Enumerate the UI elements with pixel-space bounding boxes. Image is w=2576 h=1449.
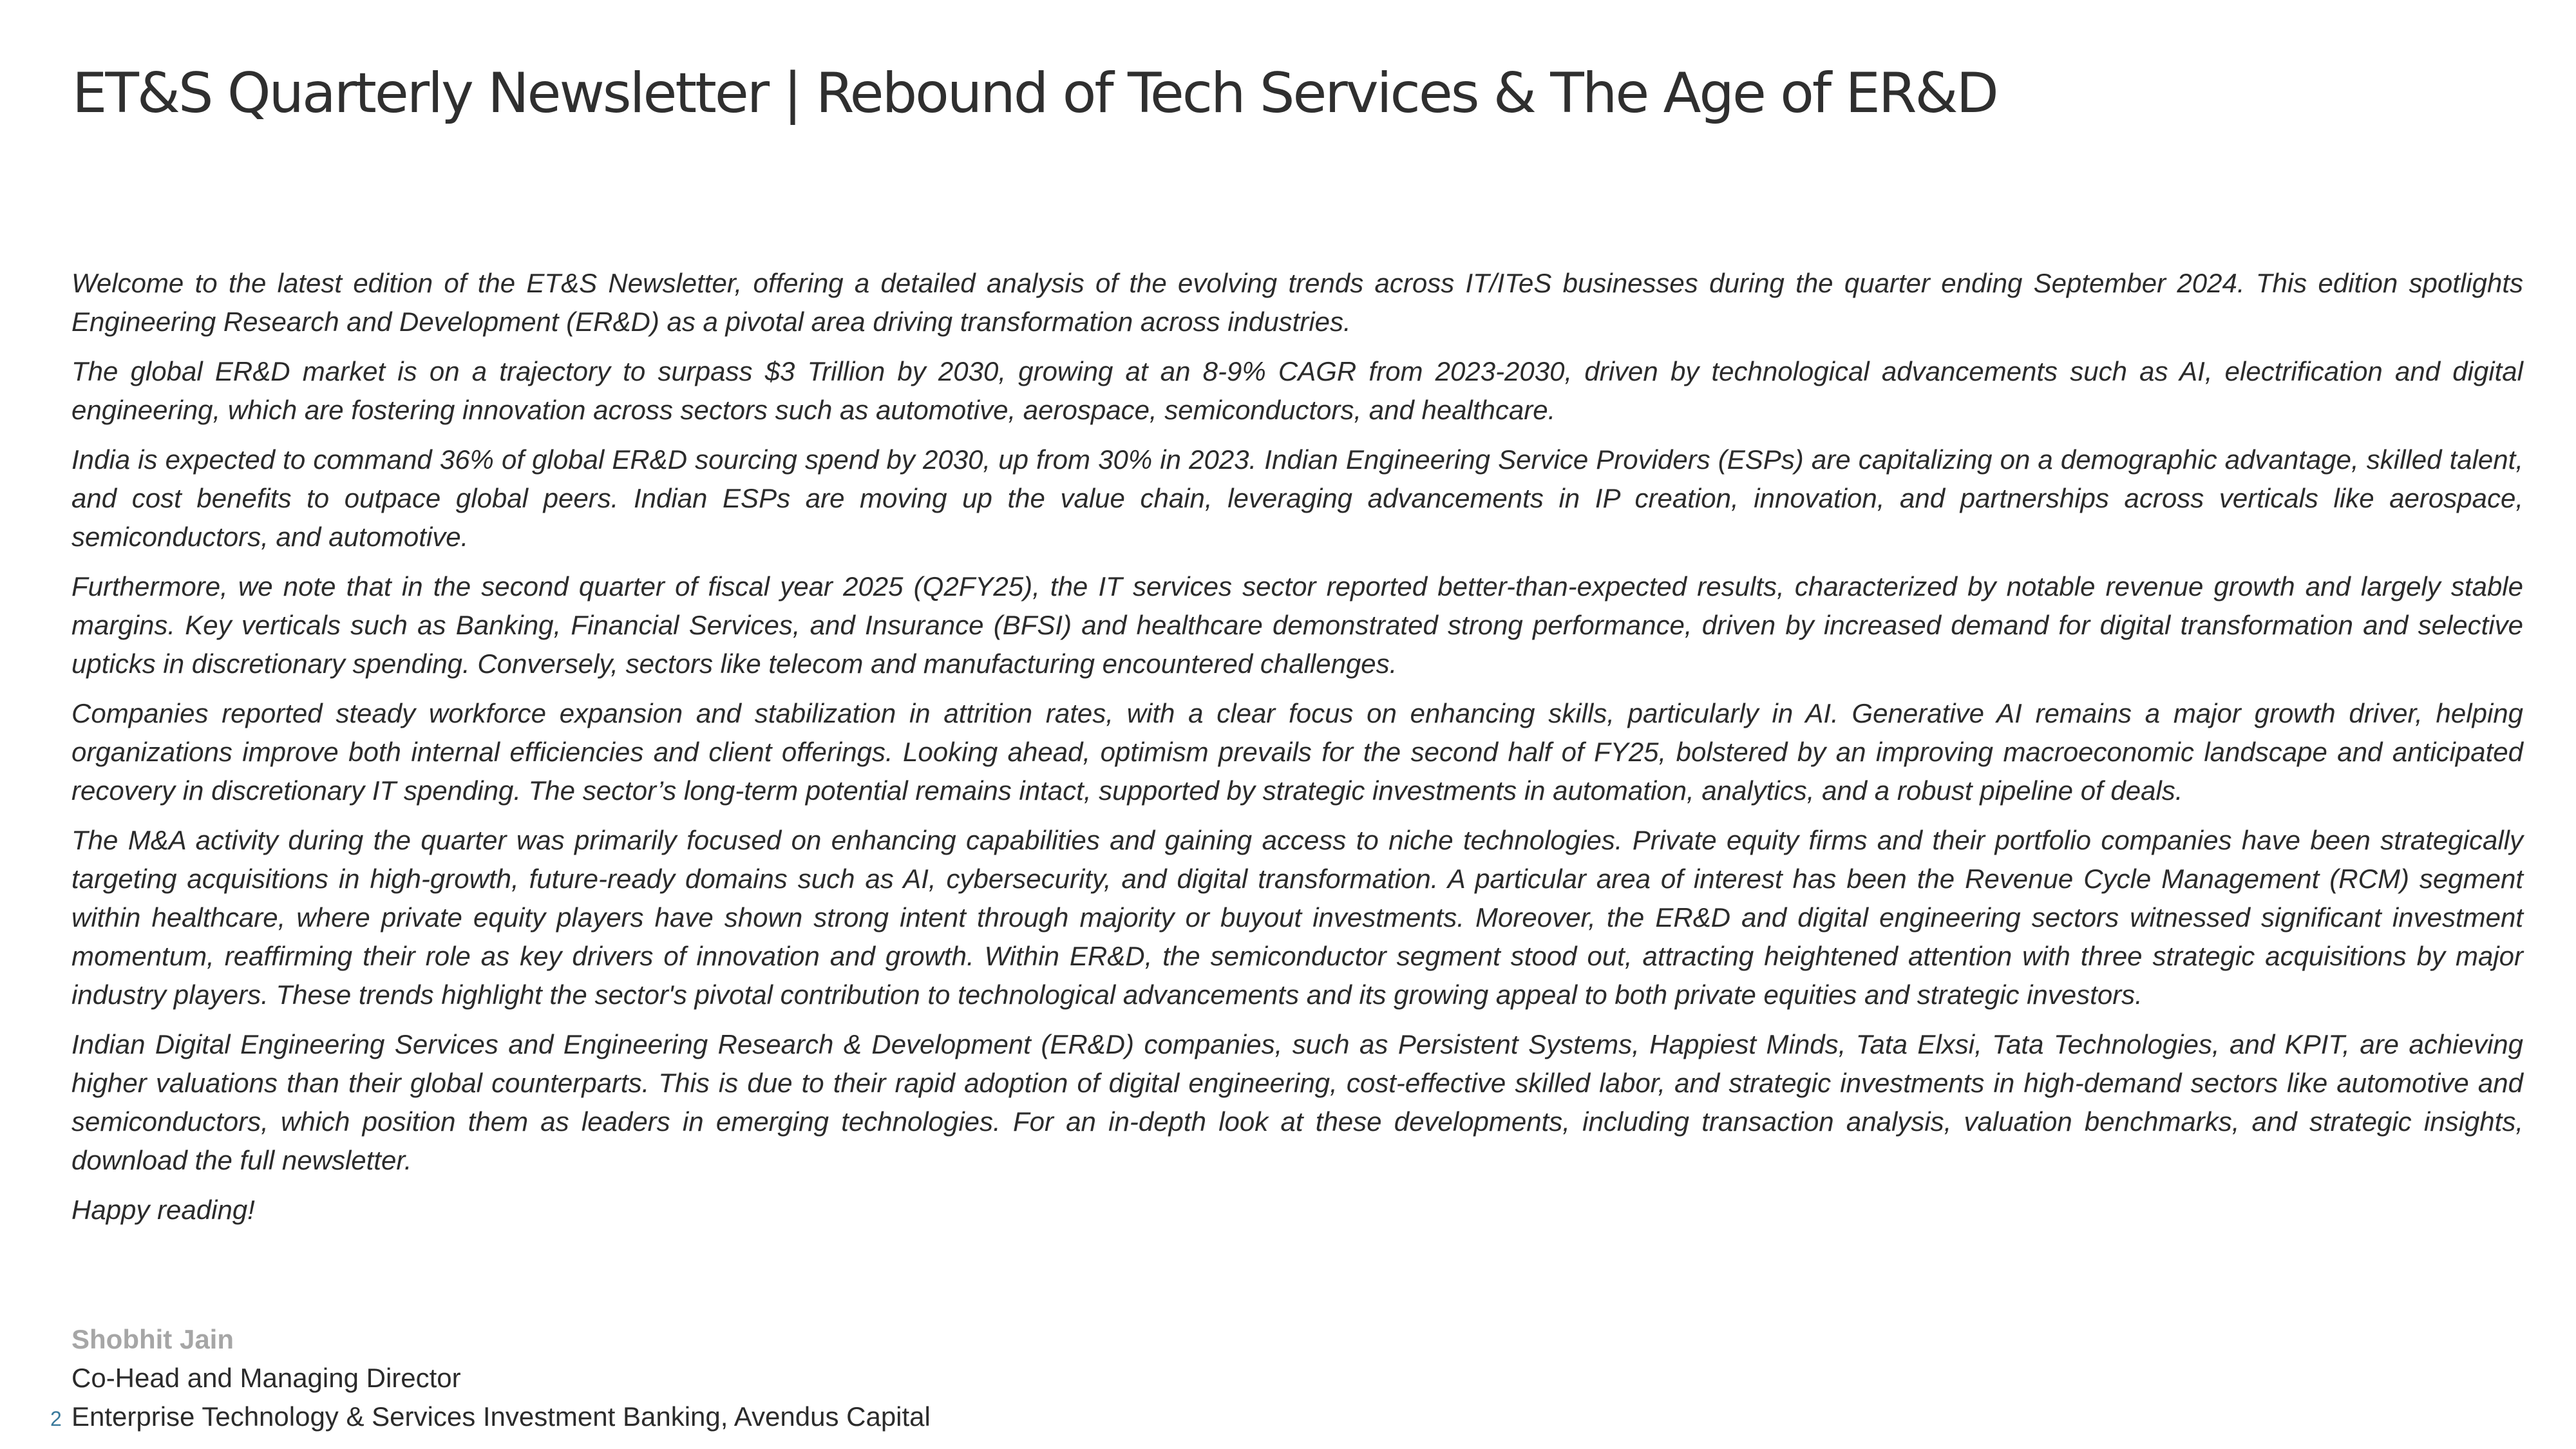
q2fy25-results-paragraph: Furthermore, we note that in the second quarter of fiscal year 2025 (Q2FY25), the IT services sector reported better-than-expected results, characterized by notable revenue growth and largely stable margins. Key verticals such as Banking, Financial Services, and Insurance (BFSI) and healthcare demonstrated strong performance, driven by increased demand for digital transformation and selective upticks in discretionary spending. Conversely, sectors like telecom and manufacturing encountered challenges. <box>71 571 2523 679</box>
ma-activity-paragraph: The M&A activity during the quarter was primarily focused on enhancing capabilities and gaining access to niche technologies. Private equity firms and their portfolio companies have been strategically targeting acquisitions in high-growth, future-ready domains such as AI, cybersecurity, and digital transformation. A particular area of interest has been the Revenue Cycle Management (RCM) segment within healthcare, where private equity players have shown strong intent through majority or buyout investments. Moreover, the ER&D and digital engineering sectors witnessed significant investment momentum, reaffirming their role as key drivers of innovation and growth. Within ER&D, the semiconductor segment stood out, attracting heightened attention with three strategic acquisitions by major industry players. These trends highlight the sector's pivotal contribution to technological advancements and its growing appeal to both private equities and strategic investors. <box>71 825 2523 1010</box>
author-name: Shobhit Jain <box>71 1324 234 1354</box>
page-number: 2 <box>50 1407 62 1430</box>
india-sourcing-paragraph: India is expected to command 36% of global ER&D sourcing spend by 2030, up from 30% in 2023. Indian Engineering Service Providers (ESPs) are capitalizing on a demographic advantage, skilled talent, and cost benefits to outpace global peers. Indian ESPs are moving up the value chain, leveraging advancements in IP creation, innovation, and partnerships across verticals like aerospace, semiconductors, and automotive. <box>71 444 2523 552</box>
author-organization: Enterprise Technology & Services Investment Banking, Avendus Capital <box>71 1401 931 1432</box>
author-role: Co-Head and Managing Director <box>71 1363 461 1393</box>
workforce-paragraph: Companies reported steady workforce expansion and stabilization in attrition rates, with a clear focus on enhancing skills, particularly in AI. Generative AI remains a major growth driver, helping organizations improve both internal efficiencies and client offerings. Looking ahead, optimism prevails for the second half of FY25, bolstered by an improving macroeconomic landscape and anticipated recovery in discretionary IT spending. The sector’s long-term potential remains intact, supported by strategic investments in automation, analytics, and a robust pipeline of deals. <box>71 698 2523 806</box>
page-title: ET&S Quarterly Newsletter | Rebound of Tech Services & The Age of ER&D <box>72 61 1997 126</box>
closing-paragraph: Happy reading! <box>71 1195 255 1225</box>
intro-paragraph: Welcome to the latest edition of the ET&S Newsletter, offering a detailed analysis of the evolving trends across IT/ITeS businesses during the quarter ending September 2024. This edition spotlights Engineering Research and Development (ER&D) as a pivotal area driving transformation across industries. <box>71 268 2523 337</box>
signature-block <box>71 1320 931 1436</box>
newsletter-body <box>71 264 2523 1240</box>
valuations-paragraph: Indian Digital Engineering Services and Engineering Research & Development (ER&D) companies, such as Persistent Systems, Happiest Minds, Tata Elxsi, Tata Technologies, and KPIT, are achieving higher valuations than their global counterparts. This is due to their rapid adoption of digital engineering, cost-effective skilled labor, and strategic investments in high-demand sectors like automotive and semiconductors, which position them as leaders in emerging technologies. For an in-depth look at these developments, including transaction analysis, valuation benchmarks, and strategic insights, download the full newsletter. <box>71 1029 2523 1175</box>
erd-market-paragraph: The global ER&D market is on a trajectory to surpass $3 Trillion by 2030, growing at an 8-9% CAGR from 2023-2030, driven by technological advancements such as AI, electrification and digital engineering, which are fostering innovation across sectors such as automotive, aerospace, semiconductors, and healthcare. <box>71 356 2523 425</box>
